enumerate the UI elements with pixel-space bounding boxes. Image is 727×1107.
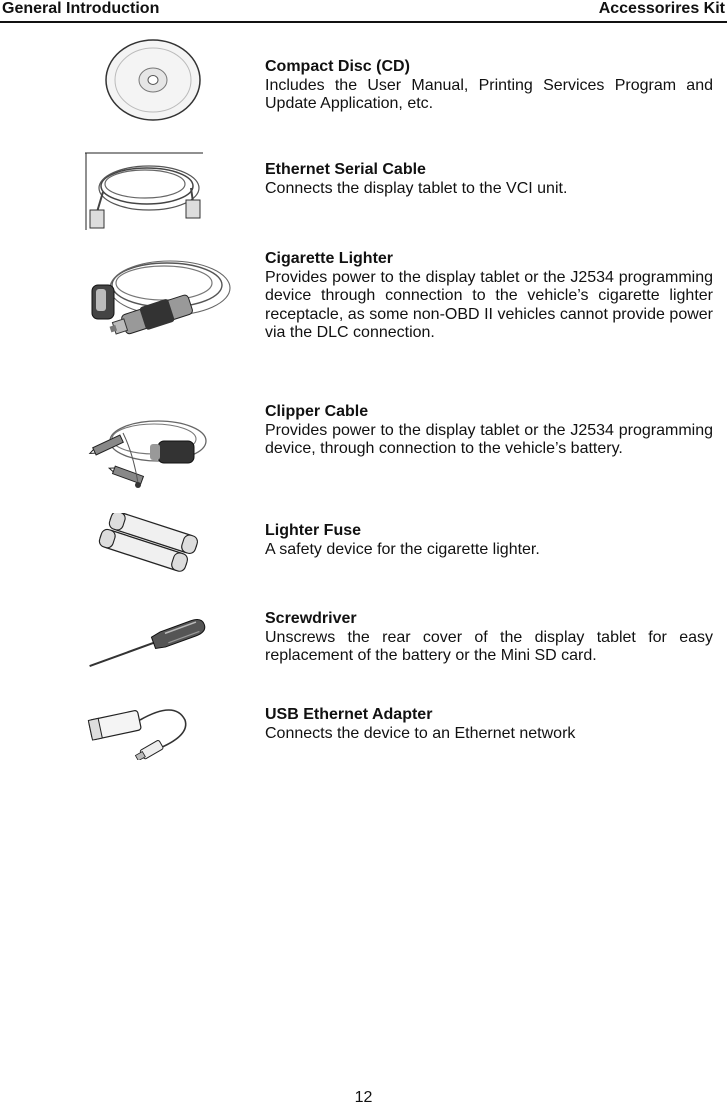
chapter-title: Accessorires Kit — [598, 0, 725, 17]
item-title: Clipper Cable — [265, 403, 369, 420]
item-description: Connects the device to an Ethernet network — [265, 724, 576, 742]
usb-adapter-icon — [85, 700, 235, 760]
ethernet-cable-icon — [85, 152, 235, 232]
item-title: Lighter Fuse — [265, 522, 362, 539]
item-title: Ethernet Serial Cable — [265, 161, 426, 178]
item-description: Includes the User Manual, Printing Services Program and Update Application, etc. — [265, 76, 713, 112]
cigarette-lighter-icon — [82, 250, 232, 350]
item-title: Screwdriver — [265, 610, 357, 627]
item-description: Unscrews the rear cover of the display tablet for easy replacement of the battery or the Mini SD card. — [265, 628, 713, 664]
item-description: A safety device for the cigarette lighter. — [265, 540, 540, 558]
section-title: General Introduction — [2, 0, 160, 17]
item-title: USB Ethernet Adapter — [265, 706, 433, 723]
item-description: Connects the display tablet to the VCI unit. — [265, 179, 568, 197]
page-header — [0, 0, 727, 23]
item-description: Provides power to the display tablet or the J2534 programming device, through connection to the vehicle’s battery. — [265, 421, 713, 457]
compact-disc-icon — [80, 38, 230, 123]
screwdriver-icon — [85, 612, 235, 672]
item-title: Cigarette Lighter — [265, 250, 394, 267]
page-number: 12 — [354, 1089, 373, 1106]
item-title: Compact Disc (CD) — [265, 58, 410, 75]
clipper-cable-icon — [88, 413, 238, 493]
item-description: Provides power to the display tablet or the J2534 programming device through connection to the vehicle’s cigarette lighter receptacle, as some non-OBD II vehicles cannot provide power via the DLC connection. — [265, 268, 713, 341]
fuse-icon — [95, 513, 245, 578]
